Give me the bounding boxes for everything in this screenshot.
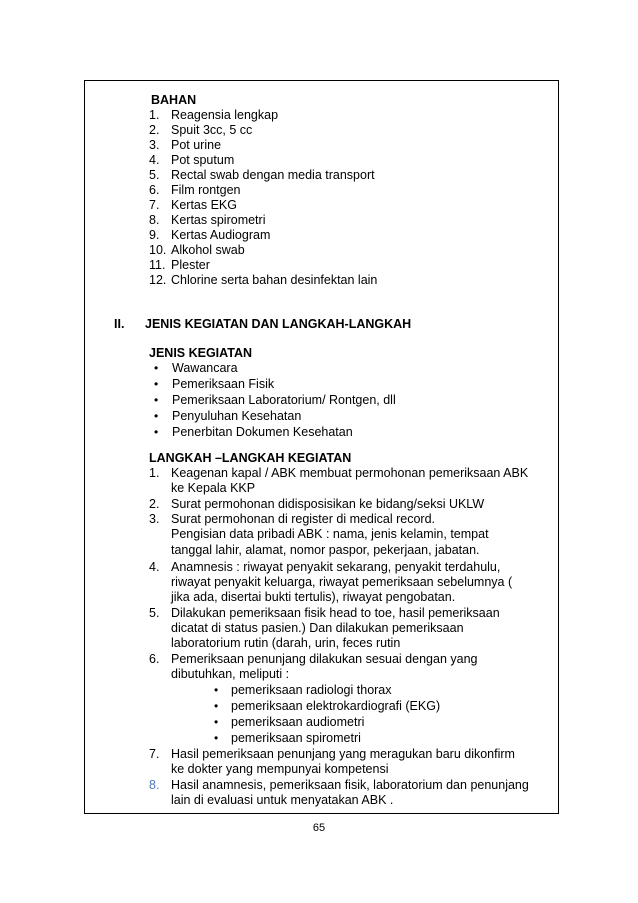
langkah-subitem: pemeriksaan elektrokardiografi (EKG) xyxy=(231,699,441,713)
bahan-item: Film rontgen xyxy=(171,183,241,197)
jenis-item: Wawancara xyxy=(172,361,238,375)
bahan-item: Reagensia lengkap xyxy=(171,108,279,122)
langkah-text: Surat permohonan didisposisikan ke bidang/seksi UKLW xyxy=(171,497,485,511)
bahan-number: 1. xyxy=(149,108,160,122)
bullet-icon: • xyxy=(214,715,219,729)
langkah-number: 8. xyxy=(149,778,160,792)
bahan-number: 11. xyxy=(149,258,166,272)
langkah-number: 3. xyxy=(149,512,160,526)
langkah-text: Pemeriksaan penunjang dilakukan sesuai dengan yang xyxy=(171,652,478,666)
langkah-text: Surat permohonan di register di medical record. xyxy=(171,512,436,526)
langkah-text: Anamnesis : riwayat penyakit sekarang, penyakit terdahulu, xyxy=(171,560,501,574)
langkah-text: dibutuhkan, meliputi : xyxy=(171,667,290,681)
langkah-subitem: pemeriksaan audiometri xyxy=(231,715,365,729)
bahan-number: 6. xyxy=(149,183,160,197)
bahan-item: Pot sputum xyxy=(171,153,235,167)
langkah-text: Pengisian data pribadi ABK : nama, jenis kelamin, tempat xyxy=(171,527,489,541)
bahan-item: Kertas EKG xyxy=(171,198,237,212)
langkah-text: Dilakukan pemeriksaan fisik head to toe, hasil pemeriksaan xyxy=(171,606,500,620)
section-roman-numeral: II. xyxy=(114,317,125,331)
langkah-text: jika ada, disertai bukti tertulis), riwayat pengobatan. xyxy=(171,590,456,604)
bahan-heading: BAHAN xyxy=(151,93,197,107)
bahan-number: 4. xyxy=(149,153,160,167)
langkah-heading: LANGKAH –LANGKAH KEGIATAN xyxy=(149,451,352,465)
bahan-item: Chlorine serta bahan desinfektan lain xyxy=(171,273,378,287)
bahan-number: 3. xyxy=(149,138,160,152)
langkah-text: ke dokter yang mempunyai kompetensi xyxy=(171,762,389,776)
langkah-text: dicatat di status pasien.) Dan dilakukan pemeriksaan xyxy=(171,621,464,635)
langkah-number: 4. xyxy=(149,560,160,574)
bahan-item: Alkohol swab xyxy=(171,243,245,257)
bahan-number: 12. xyxy=(149,273,167,287)
bahan-number: 8. xyxy=(149,213,160,227)
langkah-number: 7. xyxy=(149,747,160,761)
langkah-text: lain di evaluasi untuk menyatakan ABK . xyxy=(171,793,394,807)
bahan-item: Plester xyxy=(171,258,210,272)
langkah-text: Keagenan kapal / ABK membuat permohonan pemeriksaan ABK xyxy=(171,466,529,480)
bullet-icon: • xyxy=(154,425,159,439)
langkah-text: tanggal lahir, alamat, nomor paspor, pekerjaan, jabatan. xyxy=(171,543,480,557)
bahan-item: Kertas Audiogram xyxy=(171,228,271,242)
langkah-number: 6. xyxy=(149,652,160,666)
bahan-item: Pot urine xyxy=(171,138,222,152)
jenis-item: Pemeriksaan Fisik xyxy=(172,377,275,391)
bullet-icon: • xyxy=(154,377,159,391)
langkah-subitem: pemeriksaan radiologi thorax xyxy=(231,683,392,697)
bahan-number: 9. xyxy=(149,228,160,242)
langkah-subitem: pemeriksaan spirometri xyxy=(231,731,361,745)
bullet-icon: • xyxy=(214,683,219,697)
langkah-number: 5. xyxy=(149,606,160,620)
jenis-item: Penyuluhan Kesehatan xyxy=(172,409,302,423)
langkah-number: 2. xyxy=(149,497,160,511)
bahan-number: 7. xyxy=(149,198,160,212)
jenis-heading: JENIS KEGIATAN xyxy=(149,346,253,360)
bahan-number: 5. xyxy=(149,168,160,182)
langkah-text: riwayat penyakit keluarga, riwayat pemeriksaan sebelumnya ( xyxy=(171,575,513,589)
bahan-number: 2. xyxy=(149,123,160,137)
section-title: JENIS KEGIATAN DAN LANGKAH-LANGKAH xyxy=(145,317,412,331)
bahan-number: 10. xyxy=(149,243,167,257)
page-number: 65 xyxy=(312,822,326,834)
langkah-text: Hasil anamnesis, pemeriksaan fisik, laboratorium dan penunjang xyxy=(171,778,529,792)
bahan-item: Kertas spirometri xyxy=(171,213,266,227)
bullet-icon: • xyxy=(214,699,219,713)
bullet-icon: • xyxy=(154,361,159,375)
bahan-item: Spuit 3cc, 5 cc xyxy=(171,123,253,137)
jenis-item: Pemeriksaan Laboratorium/ Rontgen, dll xyxy=(172,393,396,407)
bullet-icon: • xyxy=(154,409,159,423)
jenis-item: Penerbitan Dokumen Kesehatan xyxy=(172,425,353,439)
langkah-text: laboratorium rutin (darah, urin, feces rutin xyxy=(171,636,401,650)
langkah-text: Hasil pemeriksaan penunjang yang meragukan baru dikonfirm xyxy=(171,747,515,761)
bullet-icon: • xyxy=(214,731,219,745)
langkah-number: 1. xyxy=(149,466,160,480)
bullet-icon: • xyxy=(154,393,159,407)
bahan-item: Rectal swab dengan media transport xyxy=(171,168,375,182)
langkah-text: ke Kepala KKP xyxy=(171,481,256,495)
